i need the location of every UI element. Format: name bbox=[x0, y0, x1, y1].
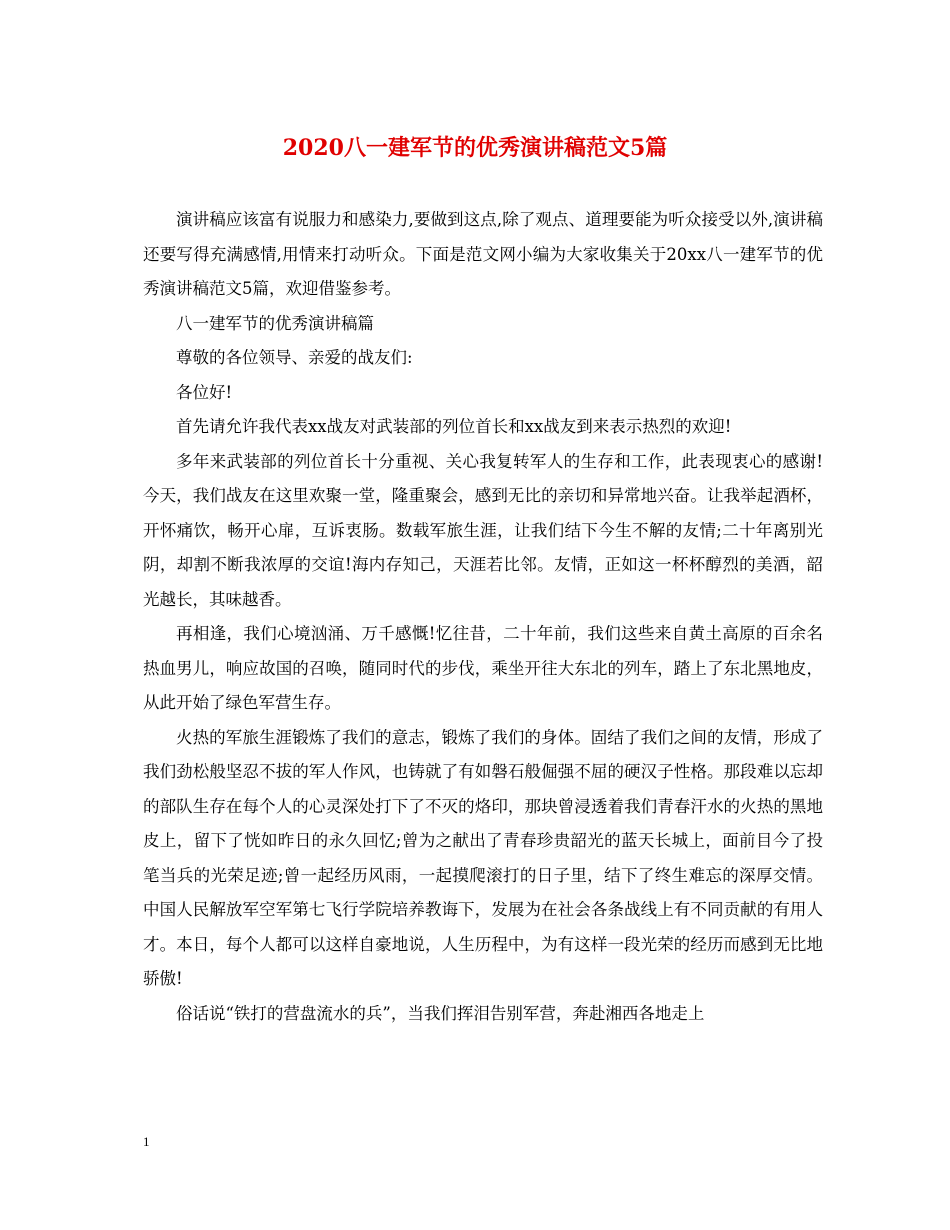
document-title: 2020八一建军节的优秀演讲稿范文5篇 bbox=[282, 135, 668, 161]
paragraph-military-life: 火热的军旅生涯锻炼了我们的意志，锻炼了我们的身体。固结了我们之间的友情，形成了我们劲松般坚忍不拔的军人作风，也铸就了有如磐石般倔强不屈的硬汉子性格。那段难以忘却的部队生存在每个人的心灵深处打下了不灭的烙印，那块曾浸透着我们青春汗水的火热的黑地皮上，留下了恍如昨日的永久回忆;曾为之献出了青春珍贵韶光的蓝天长城上，面前目今了投笔当兵的光荣足迹;曾一起经历风雨，一起摸爬滚打的日子里，结下了终生难忘的深厚交情。中国人民解放军空军第七飞行学院培养教诲下，发展为在社会各条战线上有不同贡献的有用人才。本日，每个人都可以这样自豪地说，人生历程中，为有这样一段光荣的经历而感到无比地骄傲! bbox=[143, 727, 823, 988]
paragraph-reunion: 再相逢，我们心境汹涌、万千感慨!忆往昔，二十年前，我们这些来自黄土高原的百余名热血男儿，响应故国的召唤，随同时代的步伐，乘坐开往大东北的列车，踏上了东北黑地皮，从此开始了绿色军营生存。 bbox=[143, 624, 823, 712]
paragraph-intro: 演讲稿应该富有说服力和感染力,要做到这点,除了观点、道理要能为听众接受以外,演讲稿还要写得充满感情,用情来打动听众。下面是范文网小编为大家收集关于20xx八一建军节的优秀演讲稿范文5篇，欢迎借鉴参考。 bbox=[143, 210, 823, 298]
paragraph-saying: 俗话说“铁打的营盘流水的兵”，当我们挥泪告别军营，奔赴湘西各地走上 bbox=[176, 1003, 705, 1023]
paragraph-section-heading: 八一建军节的优秀演讲稿篇 bbox=[176, 313, 374, 333]
paragraph-greeting: 各位好! bbox=[176, 382, 233, 402]
document-body bbox=[143, 203, 823, 1031]
paragraph-welcome: 首先请允许我代表xx战友对武装部的列位首长和xx战友到来表示热烈的欢迎! bbox=[176, 417, 732, 436]
paragraph-gratitude: 多年来武装部的列位首长十分重视、关心我复转军人的生存和工作，此表现衷心的感谢!今天，我们战友在这里欢聚一堂，隆重聚会，感到无比的亲切和异常地兴奋。让我举起酒杯，开怀痛饮，畅开心扉，互诉衷肠。数载军旅生涯，让我们结下今生不解的友情;二十年离别光阴，却割不断我浓厚的交谊!海内存知己，天涯若比邻。友情，正如这一杯杯醇烈的美酒，韶光越长，其味越香。 bbox=[143, 451, 823, 609]
page-number: 1 bbox=[143, 1134, 150, 1149]
paragraph-salutation: 尊敬的各位领导、亲爱的战友们: bbox=[176, 348, 413, 367]
